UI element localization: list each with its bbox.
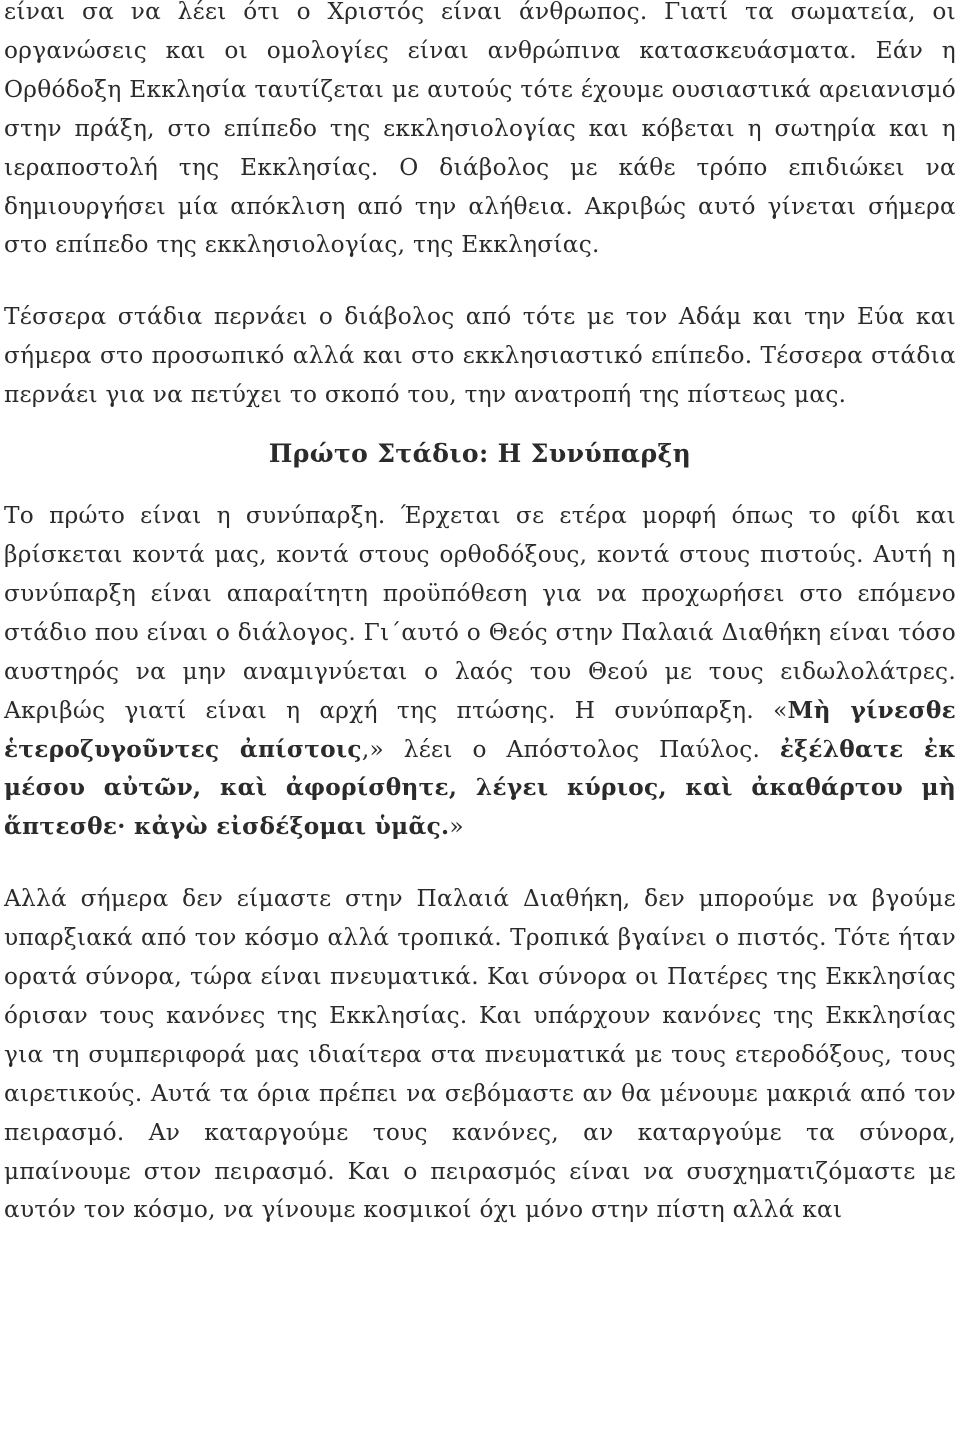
paragraph-spacer bbox=[4, 265, 956, 298]
paragraph-4: Αλλά σήμερα δεν είμαστε στην Παλαιά Διαθήκη, δεν μπορούμε να βγούμε υπαρξιακά από τον κόσμο αλλά τροπικά. Τροπικά βγαίνει ο πιστός. Τότε ήταν ορατά σύνορα, τώρα είναι πνευματικά. Και σύνορα οι Πατέρες της Εκκλησίας όρισαν τους κανόνες της Εκκλησίας. Και υπάρχουν κανόνες της Εκκλησίας για τη συμπεριφορά μας ιδιαίτερα στα πνευματικά με τους ετεροδόξους, τους αιρετικούς. Αυτά τα όρια πρέπει να σεβόμαστε αν θα μένουμε μακριά από τον πειρασμό. Αν καταργούμε τους κανόνες, αν καταργούμε τα σύνορα, μπαίνουμε στον πειρασμό. Και ο πειρασμός είναι να συσχηματιζόμαστε με αυτόν τον κόσμο, να γίνουμε κοσμικοί όχι μόνο στην πίστη αλλά και bbox=[4, 885, 956, 1224]
scripture-quote-1: Μὴ γίνεσθε ἑτεροζυγοῦντες ἀπίστοις bbox=[4, 696, 957, 763]
paragraph-3-text-c: » bbox=[449, 813, 464, 841]
paragraph-3-text-a: Το πρώτο είναι η συνύπαρξη. Έρχεται σε ετέρα μορφή όπως το φίδι και βρίσκεται κοντά μας, κοντά στους ορθοδόξους, κοντά στους πιστούς. Αυτή η συνύπαρξη είναι απαραίτητη προϋπόθεση για να προχωρήσει στο επόμενο στάδιο που είναι ο διάλογος. Γι΄αυτό ο Θεός στην Παλαιά Διαθήκη είναι τόσο αυστηρός να μην αναμιγνύεται ο λαός του Θεού με τους ειδωλολάτρες. Ακριβώς γιατί είναι η αρχή της πτώσης. Η συνύπαρξη. « bbox=[4, 502, 956, 724]
paragraph-3-text-b: ,» λέει ο Απόστολος Παύλος. bbox=[361, 735, 780, 763]
paragraph-1: είναι σα να λέει ότι ο Χριστός είναι άνθρωπος. Γιατί τα σωματεία, οι οργανώσεις και οι ομολογίες είναι ανθρώπινα κατασκευάσματα. Εάν η Ορθόδοξη Εκκλησία ταυτίζεται με αυτούς τότε έχουμε ουσιαστικά αρειανισμό στην πράξη, στο επίπεδο της εκκλησιολογίας και κόβεται η σωτηρία και η ιεραποστολή της Εκκλησίας. Ο διάβολος με κάθε τρόπο επιδιώκει να δημιουργήσει μία απόκλιση από την αλήθεια. Ακριβώς αυτό γίνεται σήμερα στο επίπεδο της εκκλησιολογίας, της Εκκλησίας. bbox=[4, 0, 956, 259]
paragraph-spacer bbox=[4, 847, 956, 880]
paragraph-3 bbox=[4, 497, 956, 847]
scripture-quote-2: ἐξέλθατε ἐκ μέσου αὐτῶν, καὶ ἀφορίσθητε, λέγει κύριος, καὶ ἀκαθάρτου μὴ ἅπτεσθε· κἀγὼ εἰσδέξομαι ὑμᾶς. bbox=[4, 735, 957, 841]
paragraph-2: Τέσσερα στάδια περνάει ο διάβολος από τότε με τον Αδάμ και την Εύα και σήμερα στο προσωπικό αλλά και στο εκκλησιαστικό επίπεδο. Τέσσερα στάδια περνάει για να πετύχει το σκοπό του, την ανατροπή της πίστεως μας. bbox=[4, 303, 956, 409]
section-heading: Πρώτο Στάδιο: Η Συνύπαρξη bbox=[268, 439, 692, 469]
